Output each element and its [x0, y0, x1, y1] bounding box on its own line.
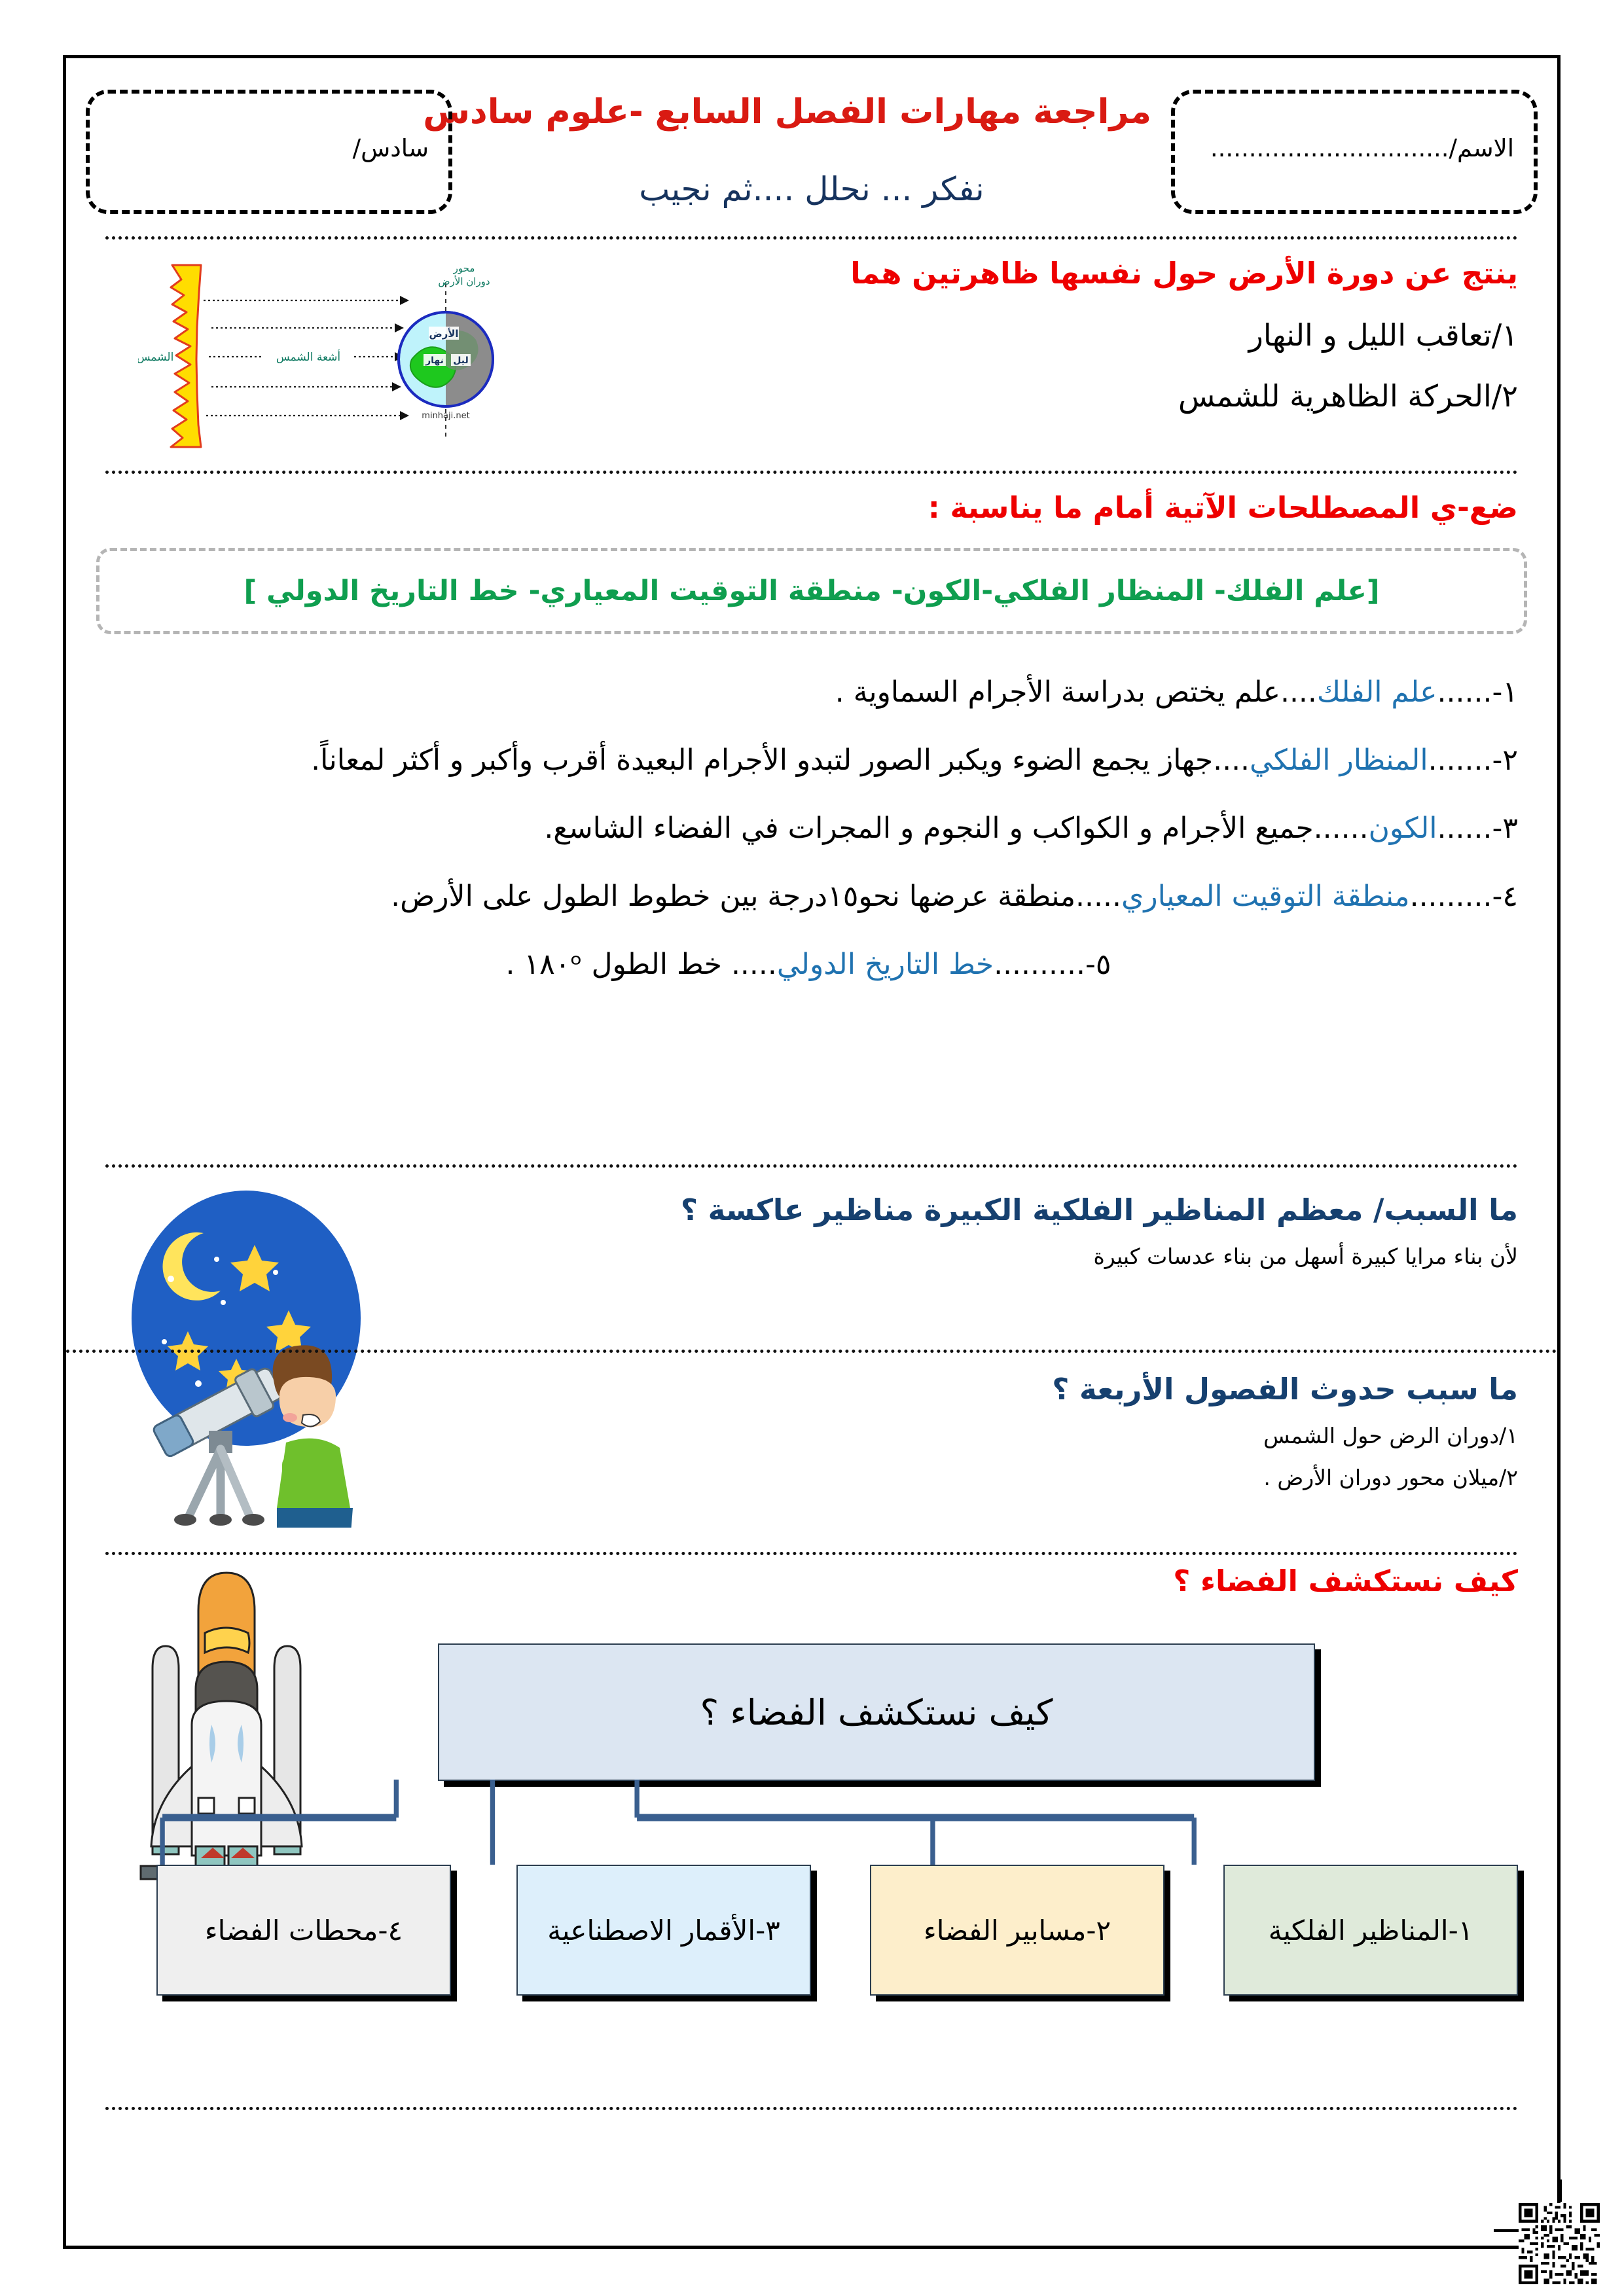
blank-dots-3: ...... — [1437, 812, 1492, 845]
divider-inline — [66, 1350, 1557, 1353]
label-axis-1: محور — [453, 262, 475, 274]
student-name-box[interactable] — [1171, 90, 1538, 214]
flowchart-leaf-3-label: ٣-الأقمار الاصطناعية — [547, 1914, 780, 1946]
blank-number-5: ٥- — [1085, 948, 1111, 981]
label-night: ليل — [453, 355, 469, 366]
blank-dots-4: ......... — [1409, 880, 1492, 913]
flowchart-leaf-2-label: ٢-مسابير الفضاء — [923, 1914, 1111, 1946]
blank-dots-5: .......... — [994, 948, 1085, 981]
flowchart-root-box — [438, 1643, 1315, 1781]
blank-number-4: ٤- — [1492, 880, 1518, 913]
flowchart-connectors — [66, 1780, 1557, 1865]
blank-number-3: ٣- — [1492, 812, 1518, 845]
blank-item-2[interactable] — [99, 742, 1518, 779]
section-terminology — [66, 490, 1557, 1151]
flowchart-root-label: كيف نستكشف الفضاء ؟ — [700, 1691, 1053, 1733]
boy-mouth — [302, 1414, 320, 1426]
divider-5 — [105, 2107, 1518, 2110]
section-reason-questions — [66, 1181, 1557, 1547]
divider-1 — [105, 236, 1518, 240]
divider-3 — [105, 1164, 1518, 1168]
question-2-title: ما سبب حدوث الفصول الأربعة ؟ — [1052, 1372, 1518, 1407]
terminology-prompt: ضع-ي المصطلحات الآتية أمام ما يناسبة : — [928, 490, 1518, 525]
label-earth: الأرض — [429, 328, 459, 340]
question-2-answer-2: ٢/ميلان محور دوران الأرض . — [1263, 1464, 1518, 1490]
divider-4 — [105, 1552, 1518, 1555]
question-2-answer-1: ١/دوران الرض حول الشمس — [1263, 1422, 1518, 1448]
rotation-item-1: ١/تعاقب الليل و النهار — [1248, 317, 1518, 353]
blank-dots-1: ...... — [1437, 675, 1492, 709]
earth-sun-rotation-diagram — [138, 261, 544, 451]
blank-rest-4: .....منطقة عرضها نحو١٥درجة بين خطوط الطول على الأرض. — [391, 880, 1121, 913]
question-1-title: ما السبب/ معظم المناظير الفلكية الكبيرة مناظير عاكسة ؟ — [680, 1193, 1518, 1227]
blank-answer-2[interactable]: المنظار الفلكي — [1250, 744, 1428, 777]
qr-code — [1519, 2203, 1600, 2284]
figure-watermark: minhaji.net — [422, 411, 470, 421]
blank-answer-5[interactable]: خط التاريخ الدولي — [776, 948, 994, 981]
blank-rest-1: ....علم يختص بدراسة الأجرام السماوية . — [835, 675, 1317, 709]
student-name-field[interactable] — [1195, 134, 1514, 162]
qr-crop-mark-vertical — [1559, 2179, 1562, 2202]
blank-answer-1[interactable]: علم الفلك — [1316, 675, 1437, 709]
label-sun: الشمس — [138, 351, 174, 364]
rotation-heading: ينتج عن دورة الأرض حول نفسها ظاهرتين هما — [850, 256, 1518, 291]
blank-item-1[interactable] — [99, 673, 1518, 711]
blank-item-3[interactable] — [99, 810, 1518, 847]
blank-number-2: ٢- — [1492, 744, 1518, 777]
worksheet-page — [63, 55, 1561, 2249]
grade-box[interactable] — [86, 90, 452, 214]
grade-label: سادس/ — [352, 134, 429, 162]
page-title: مراجعة مهارات الفصل السابع -علوم سادس — [423, 92, 1151, 132]
flowchart-leaf-1-label: ١-المناظير الفلكية — [1268, 1914, 1473, 1946]
flowchart-leaf-2 — [870, 1865, 1164, 1996]
question-block-1 — [353, 1191, 1518, 1272]
sun-shape — [171, 265, 201, 447]
space-section-heading: كيف نستكشف الفضاء ؟ — [1173, 1564, 1518, 1598]
qr-crop-mark-horizontal — [1494, 2229, 1520, 2232]
rotation-item-2: ٢/الحركة الظاهرية للشمس — [1178, 378, 1518, 414]
page-subtitle: نفكر ... نحلل ....ثم نجيب — [639, 170, 984, 208]
blank-rest-5: ..... خط الطول ١٨٠ᵒ . — [505, 948, 777, 981]
flowchart-leaf-4-label: ٤-محطات الفضاء — [204, 1914, 403, 1946]
flowchart-leaf-3 — [516, 1865, 811, 1996]
page-header — [66, 75, 1557, 226]
flowchart-leaf-4 — [156, 1865, 451, 1996]
blank-item-5[interactable] — [99, 946, 1518, 983]
label-sun-rays: أشعة الشمس — [276, 351, 341, 364]
rotation-text-block — [667, 255, 1518, 416]
label-axis-2: دوران الأرض — [438, 276, 490, 287]
divider-2 — [105, 471, 1518, 474]
word-bank-box — [96, 548, 1527, 634]
question-1-answer: لأن بناء مرايا كبيرة أسهل من بناء عدسات كبيرة — [1093, 1243, 1518, 1269]
blank-rest-2: ....جهاز يجمع الضوء ويكبر الصور لتبدو الأجرام البعيدة أقرب وأكبر و أكثر لمعاناً. — [311, 744, 1250, 777]
header-titles — [423, 91, 1151, 208]
student-name-dots: ............................... — [1210, 134, 1449, 162]
word-bank-text: [علم الفلك- المنظار الفلكي-الكون- منطقة التوقيت المعياري- خط التاريخ الدولي ] — [244, 575, 1380, 607]
blank-answer-4[interactable]: منطقة التوقيت المعياري — [1121, 880, 1410, 913]
flowchart-leaf-1 — [1223, 1865, 1518, 1996]
section-space-exploration — [66, 1564, 1557, 2172]
blank-number-1: ١- — [1492, 675, 1518, 709]
student-name-label: الاسم/ — [1449, 134, 1514, 162]
section-earth-rotation — [66, 255, 1557, 464]
label-day: نهار — [425, 355, 444, 366]
blank-dots-2: ....... — [1428, 744, 1492, 777]
blank-answer-3[interactable]: الكون — [1368, 812, 1437, 845]
boy-cheek — [283, 1413, 297, 1422]
blank-item-4[interactable] — [99, 878, 1518, 915]
blank-rest-3: ......جميع الأجرام و الكواكب و النجوم و المجرات في الفضاء الشاسع. — [544, 812, 1369, 845]
question-block-2 — [353, 1371, 1518, 1493]
